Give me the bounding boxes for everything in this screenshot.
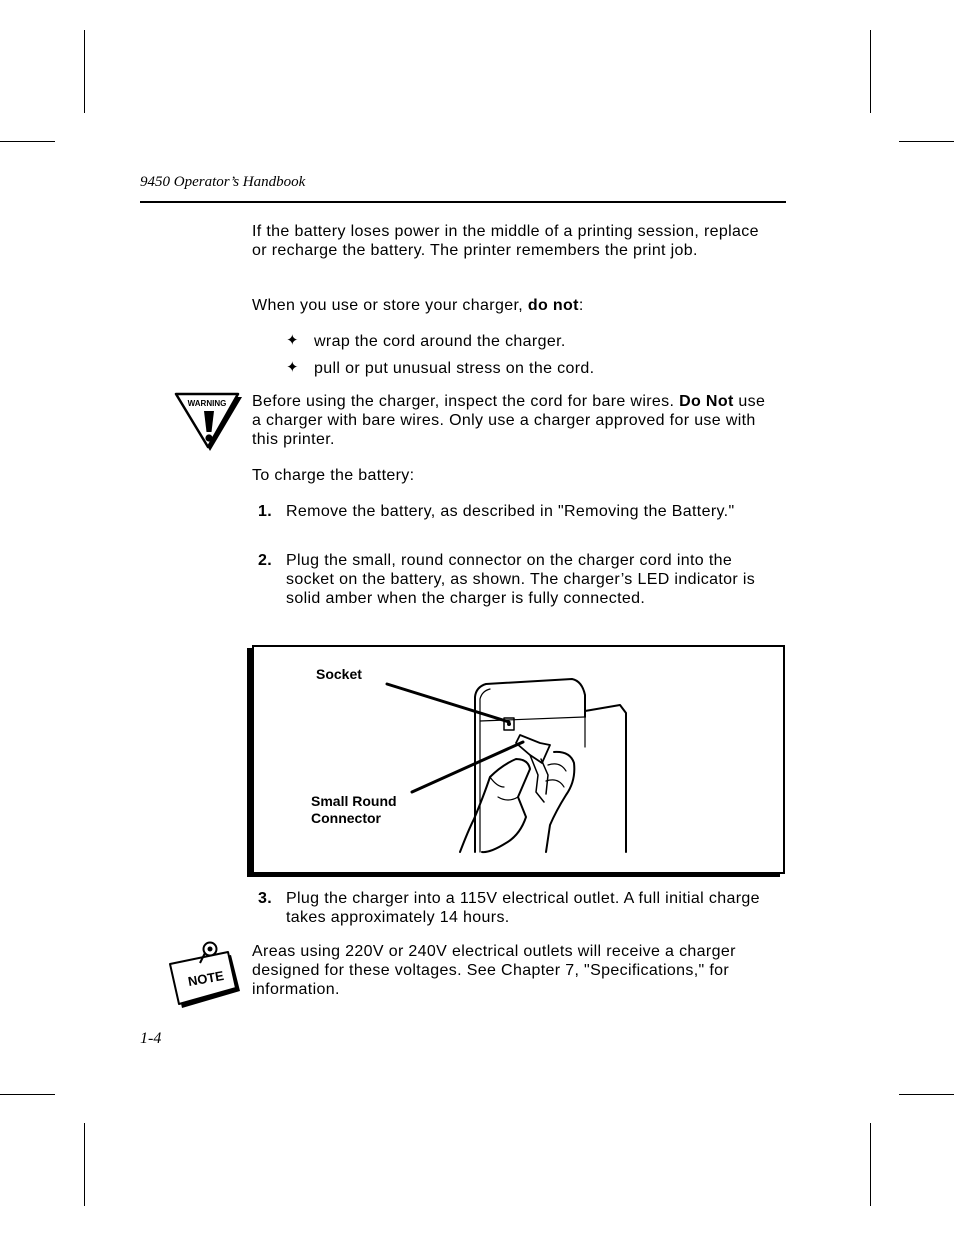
connector-label-line: Connector <box>311 810 381 826</box>
list-item <box>258 551 778 609</box>
note-icon <box>166 937 246 1017</box>
header-rule <box>140 201 786 203</box>
warning-text <box>252 392 777 450</box>
battery-charger-illustration <box>254 647 783 872</box>
star-bullet-icon: ✦ <box>286 332 299 349</box>
warning-text-emphasis: Do Not <box>679 393 734 410</box>
crop-mark <box>870 1123 871 1206</box>
star-bullet-icon: ✦ <box>286 359 299 376</box>
crop-mark <box>870 30 871 113</box>
crop-mark <box>84 1123 85 1206</box>
socket-label: Socket <box>316 666 362 682</box>
warning-icon <box>172 391 244 455</box>
list-item <box>258 889 778 927</box>
step-text: Plug the small, round connector on the charger cord into the socket on the battery, as shown. The charger’s LED indicator is solid amber when the charger is fully connected. <box>286 552 756 608</box>
paragraph-battery-power: If the battery loses power in the middle of a printing session, replace or recharge the battery. The printer remembers the print job. <box>252 223 759 260</box>
crop-mark <box>899 141 954 142</box>
step-text: Remove the battery, as described in "Removing the Battery." <box>286 503 735 520</box>
list-item-text: pull or put unusual stress on the cord. <box>314 360 595 377</box>
list-item-text: wrap the cord around the charger. <box>314 333 566 350</box>
crop-mark <box>0 1094 55 1095</box>
crop-mark <box>899 1094 954 1095</box>
charger-connection-figure <box>252 645 785 874</box>
list-item <box>258 502 778 521</box>
warning-icon-label: WARNING <box>187 399 227 408</box>
note-icon-label: NOTE <box>186 967 226 990</box>
paragraph-charger-care-emphasis: do not <box>527 297 579 314</box>
paragraph-charger-care <box>252 296 777 315</box>
paragraph-to-charge: To charge the battery: <box>252 467 415 484</box>
page-number: 1-4 <box>140 1030 162 1047</box>
warning-text-suffix: use a charger with bare wires. Only use a charger approved for use with this printer. <box>252 393 766 449</box>
paragraph-charger-care-prefix: When you use or store your charger, <box>252 297 528 314</box>
warning-text-prefix: Before using the charger, inspect the cord for bare wires. <box>252 393 680 410</box>
running-header: 9450 Operator’s Handbook <box>140 174 306 190</box>
paragraph-charger-care-suffix: : <box>578 297 584 314</box>
crop-mark <box>84 30 85 113</box>
step-number: 1. <box>258 503 273 520</box>
step-number: 2. <box>258 552 273 569</box>
step-text: Plug the charger into a 115V electrical outlet. A full initial charge takes approximately 14 hours. <box>286 890 760 927</box>
note-text: Areas using 220V or 240V electrical outlets will receive a charger designed for these voltages. See Chapter 7, "Specifications," for information. <box>252 943 736 999</box>
crop-mark <box>0 141 55 142</box>
connector-label-line: Small Round <box>311 793 397 809</box>
step-number: 3. <box>258 890 273 907</box>
